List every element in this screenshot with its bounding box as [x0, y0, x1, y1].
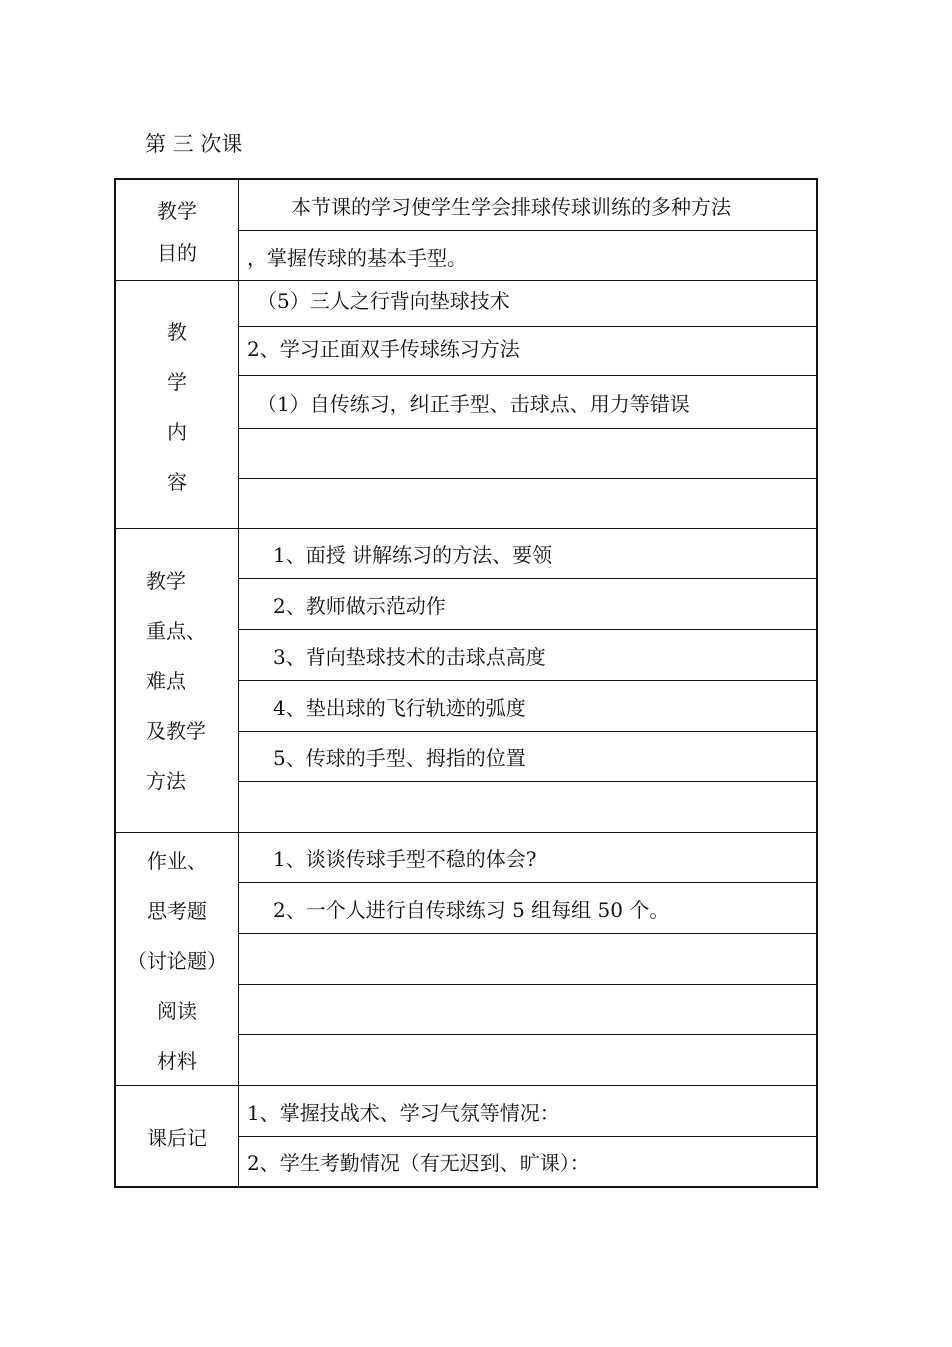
- label-line: （讨论题）: [127, 949, 227, 973]
- content-row-5: [239, 479, 816, 529]
- homework-row-3: [239, 934, 816, 985]
- cell-text: （1）自传练习，纠正手型、击球点、用力等错误: [257, 391, 690, 416]
- objective-row-2: [239, 231, 816, 281]
- content-row-1: [239, 281, 816, 327]
- homework-row-4: [239, 985, 816, 1035]
- cell-text: 2、一个人进行自传球练习 5 组每组 50 个。: [273, 897, 670, 922]
- cell-text: 5、传球的手型、拇指的位置: [273, 746, 526, 770]
- label-line: 思考题: [147, 899, 207, 923]
- page-title: 第 三 次课: [145, 132, 243, 156]
- section-content: [116, 281, 816, 529]
- section-homework: [116, 833, 816, 1086]
- cell-text: 1、谈谈传球手型不稳的体会?: [273, 847, 537, 871]
- label-line: 教学: [146, 569, 186, 593]
- label-line: 课后记: [147, 1125, 207, 1150]
- cell-text: 4、垫出球的飞行轨迹的弧度: [273, 695, 526, 720]
- content-row-4: [239, 429, 816, 479]
- label-line: 方法: [146, 769, 186, 793]
- homework-row-1: [239, 833, 816, 883]
- label-line: 目的: [157, 240, 197, 265]
- methods-row-1: [239, 529, 816, 579]
- homework-row-2: [239, 883, 816, 934]
- methods-row-4: [239, 681, 816, 732]
- methods-row-2: [239, 579, 816, 630]
- label-line: 难点: [146, 669, 186, 693]
- label-methods: [116, 529, 239, 832]
- label-line: 材料: [157, 1049, 197, 1073]
- label-content: [116, 281, 239, 528]
- cell-text: 1、面授 讲解练习的方法、要领: [273, 543, 553, 567]
- cell-text: 2、教师做示范动作: [273, 593, 446, 618]
- section-notes: [116, 1086, 816, 1186]
- content-row-3: [239, 376, 816, 429]
- label-homework: [116, 833, 239, 1085]
- label-line: 重点、: [146, 619, 206, 643]
- label-line: 教: [167, 320, 187, 344]
- cell-text: （5）三人之行背向垫球技术: [257, 289, 510, 313]
- cell-text: 3、背向垫球技术的击球点高度: [273, 644, 546, 669]
- methods-row-3: [239, 630, 816, 681]
- notes-row-1: [239, 1086, 816, 1137]
- methods-row-5: [239, 732, 816, 782]
- cell-text: 2、学生考勤情况（有无迟到、旷课）：: [247, 1151, 590, 1175]
- label-line: 阅读: [157, 999, 197, 1023]
- cell-text: ，掌握传球的基本手型。: [247, 245, 467, 270]
- label-line: 学: [167, 370, 187, 394]
- cell-text: 本节课的学习使学生学会排球传球训练的多种方法: [291, 194, 731, 219]
- lesson-plan-table: [114, 178, 818, 1188]
- content-row-2: [239, 327, 816, 376]
- homework-row-5: [239, 1035, 816, 1086]
- section-objective: [116, 180, 816, 281]
- label-line: 内: [167, 420, 187, 444]
- label-line: 及教学: [146, 719, 206, 743]
- label-objective: [116, 180, 239, 280]
- methods-row-6: [239, 782, 816, 833]
- objective-row-1: [239, 180, 816, 231]
- label-line: 容: [167, 470, 187, 494]
- label-notes: [116, 1086, 239, 1186]
- cell-text: 2、学习正面双手传球练习方法: [247, 337, 520, 361]
- cell-text: 1、掌握技战术、学习气氛等情况：: [247, 1100, 560, 1125]
- label-line: 作业、: [147, 849, 207, 873]
- section-methods: [116, 529, 816, 833]
- notes-row-2: [239, 1137, 816, 1186]
- label-line: 教学: [157, 198, 197, 223]
